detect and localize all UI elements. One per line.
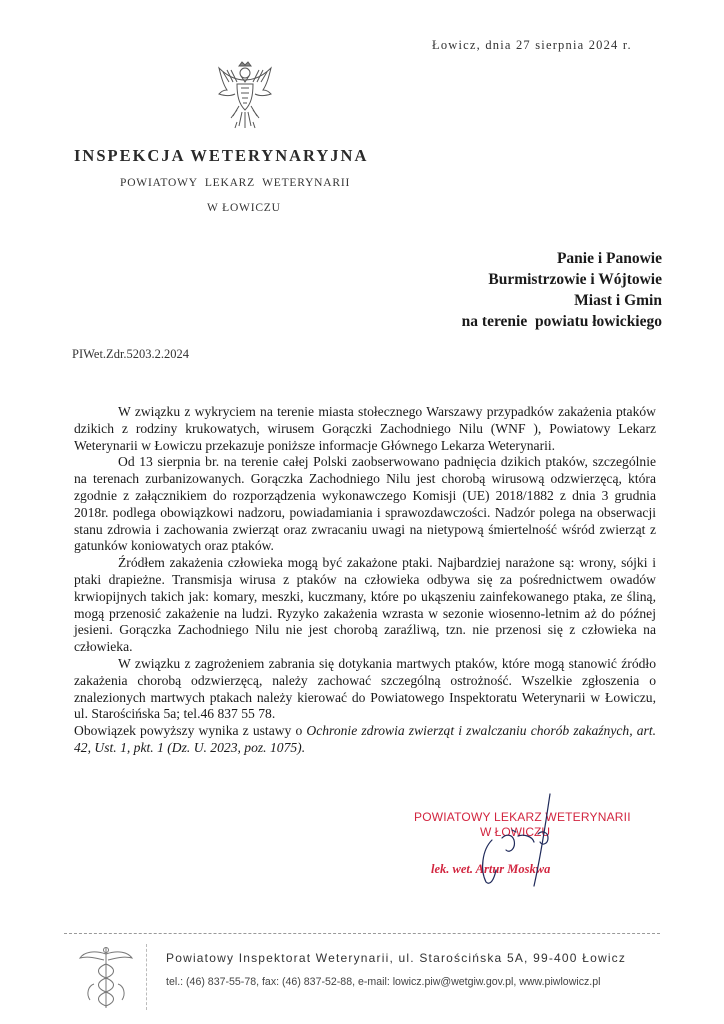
addressee-line: Burmistrzowie i Wójtowie xyxy=(488,271,662,288)
addressee-line: Panie i Panowie xyxy=(556,250,662,267)
body-paragraph-legal xyxy=(74,723,656,757)
eagle-emblem-icon xyxy=(215,60,275,132)
handwritten-signature xyxy=(462,790,592,890)
addressee-line: na terenie powiatu łowickiego xyxy=(461,313,662,330)
stamp-city: W ŁOWICZU xyxy=(480,825,550,839)
body-paragraph: Źródłem zakażenia człowieka mogą być zakażone ptaki. Najbardziej narażone są: wrony, sójki i ptaki drapieżne. Transmisja wirusa z ptaków na człowieka odbywa się za pośrednictwem owadów krwiopijnych takich jak: komary, meszki, kuczmany, które po ukąszeniu zainfekowanego ptaka, ze śliną, mogą przenosić zakażenie na ludzi. Ryzyko zakażenia wzrasta w sezonie wiosenno-letnim aż do późnej jesieni. Gorączka Zachodniego Nilu nie jest chorobą zaraźliwą, tzn. nie przenosi się z człowieka na człowieka. xyxy=(74,555,656,655)
body-paragraph: W związku z wykryciem na terenie miasta stołecznego Warszawy przypadków zakażenia ptaków dzikich z rodziny krukowatych, wirusem Gorączki Zachodniego Nilu (WNF ), Powiatowy Lekarz Weterynarii w Łowiczu przekazuje poniższe informacje Głównego Lekarza Weterynarii. xyxy=(74,404,656,453)
addressee-line: Miast i Gmin xyxy=(574,292,662,309)
institution-title: INSPEKCJA WETERYNARYJNA xyxy=(74,146,369,165)
stamp-name: lek. wet. Artur Moskwa xyxy=(431,862,551,876)
footer-divider xyxy=(64,933,660,934)
institution-subtitle: POWIATOWY LEKARZ WETERYNARII xyxy=(120,177,351,189)
footer-contact: tel.: (46) 837-55-78, fax: (46) 837-52-88, e-mail: lowicz.piw@wetgiw.gov.pl, www.piwlowicz.pl xyxy=(166,976,601,988)
body-paragraph: W związku z zagrożeniem zabrania się dotykania martwych ptaków, które mogą stanowić źródło zakażenia chorobą odzwierzęcą, należy zachować szczególną ostrożność. Wszelkie zgłoszenia o znalezionych martwych ptakach należy kierować do Powiatowego Inspektoratu Weterynarii w Łowiczu, ul. Starościńska 5a; tel.46 837 55 78. xyxy=(74,655,656,722)
footer-separator xyxy=(146,944,148,1010)
reference-number: PIWet.Zdr.5203.2.2024 xyxy=(72,347,190,361)
footer-address: Powiatowy Inspektorat Weterynarii, ul. Starościńska 5A, 99-400 Łowicz xyxy=(166,951,627,965)
body-paragraph: Od 13 sierpnia br. na terenie całej Polski zaobserwowano padnięcia dzikich ptaków, szczególnie na terenach zurbanizowanych. Gorączka Zachodniego Nilu jest chorobą wirusową odzwierzęcą, która zgodnie z załącznikiem do rozporządzenia wykonawczego Komisji (UE) 2018/1882 z dnia 3 grudnia 2018r. podlega obowiązkowi nadzoru, powiadamiania i sprawozdawczości. Nadzór polega na obserwacji stanu zdrowia i zachowania zwierząt oraz zwracaniu uwagi na nietypową śmiertelność wśród zwierząt z gatunków koniowatych oraz ptaków. xyxy=(74,454,656,554)
letter-body xyxy=(74,404,656,757)
legal-act-citation: Ochronie zdrowia zwierząt i zwalczaniu chorób zakaźnych, art. 42, Ust. 1, pkt. 1 (Dz. U. 2023, poz. 1075). xyxy=(74,723,657,755)
stamp-title: POWIATOWY LEKARZ WETERYNARII xyxy=(414,810,631,824)
legal-prefix: Obowiązek powyższy wynika z ustawy o xyxy=(74,723,307,739)
letter-date: Łowicz, dnia 27 sierpnia 2024 r. xyxy=(432,38,632,52)
addressee-block xyxy=(462,248,662,332)
caduceus-icon xyxy=(76,944,136,1012)
institution-city: W ŁOWICZU xyxy=(207,202,281,214)
